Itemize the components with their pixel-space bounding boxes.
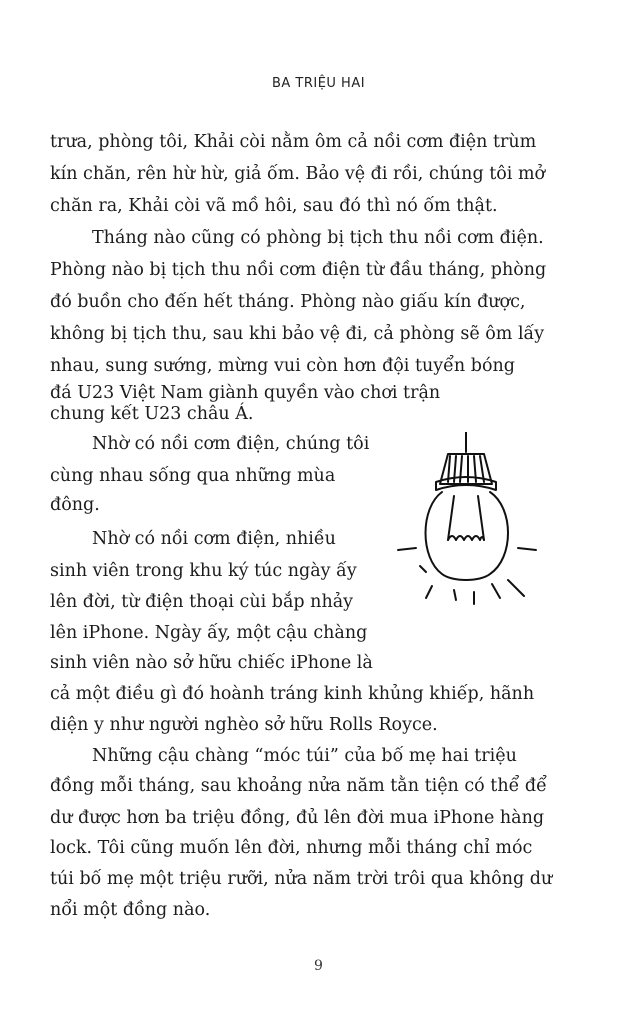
text-line: nổi một đồng nào. bbox=[50, 900, 211, 920]
paragraph-start-line: Nhờ có nồi cơm điện, nhiều bbox=[92, 529, 336, 549]
text-line: sinh viên trong khu ký túc ngày ấy bbox=[50, 561, 357, 581]
text-line: Phòng nào bị tịch thu nồi cơm điện từ đầu tháng, phòng bbox=[50, 260, 547, 280]
paragraph-start-line: Những cậu chàng “móc túi” của bố mẹ hai triệu bbox=[92, 746, 517, 766]
text-line: đó buồn cho đến hết tháng. Phòng nào giấu kín được, bbox=[50, 292, 526, 312]
text-line: đá U23 Việt Nam giành quyền vào chơi trận bbox=[50, 383, 441, 403]
text-line: lên đời, từ điện thoại cùi bắp nhảy bbox=[50, 592, 354, 612]
text-line: diện y như người nghèo sở hữu Rolls Royce. bbox=[50, 715, 438, 735]
text-line: cả một điều gì đó hoành tráng kinh khủng khiếp, hãnh bbox=[50, 684, 535, 704]
text-line: sinh viên nào sở hữu chiếc iPhone là bbox=[50, 653, 373, 673]
text-line: lock. Tôi cũng muốn lên đời, nhưng mỗi tháng chỉ móc bbox=[50, 838, 533, 858]
light-bulb-icon bbox=[396, 432, 546, 612]
text-line: túi bố mẹ một triệu rưỡi, nửa năm trời trôi qua không dư bbox=[50, 869, 553, 889]
text-line: cùng nhau sống qua những mùa bbox=[50, 466, 336, 486]
text-line: đồng mỗi tháng, sau khoảng nửa năm tằn tiện có thể để bbox=[50, 776, 547, 796]
paragraph-start-line: Tháng nào cũng có phòng bị tịch thu nồi cơm điện. bbox=[92, 228, 544, 248]
text-line: đông. bbox=[50, 495, 100, 515]
text-line: lên iPhone. Ngày ấy, một cậu chàng bbox=[50, 623, 368, 643]
text-line: chung kết U23 châu Á. bbox=[50, 404, 254, 424]
text-line: chăn ra, Khải còi vã mồ hôi, sau đó thì nó ốm thật. bbox=[50, 196, 498, 216]
text-line: kín chăn, rên hừ hừ, giả ốm. Bảo vệ đi rồi, chúng tôi mở bbox=[50, 164, 546, 184]
text-line: dư được hơn ba triệu đồng, đủ lên đời mua iPhone hàng bbox=[50, 808, 545, 828]
running-header: BA TRIỆU HAI bbox=[271, 76, 366, 91]
page-number: 9 bbox=[314, 958, 323, 974]
text-line: trưa, phòng tôi, Khải còi nằm ôm cả nồi cơm điện trùm bbox=[50, 132, 537, 152]
text-line: không bị tịch thu, sau khi bảo vệ đi, cả phòng sẽ ôm lấy bbox=[50, 324, 545, 344]
text-line: nhau, sung sướng, mừng vui còn hơn đội tuyển bóng bbox=[50, 356, 515, 376]
paragraph-start-line: Nhờ có nồi cơm điện, chúng tôi bbox=[92, 434, 370, 454]
